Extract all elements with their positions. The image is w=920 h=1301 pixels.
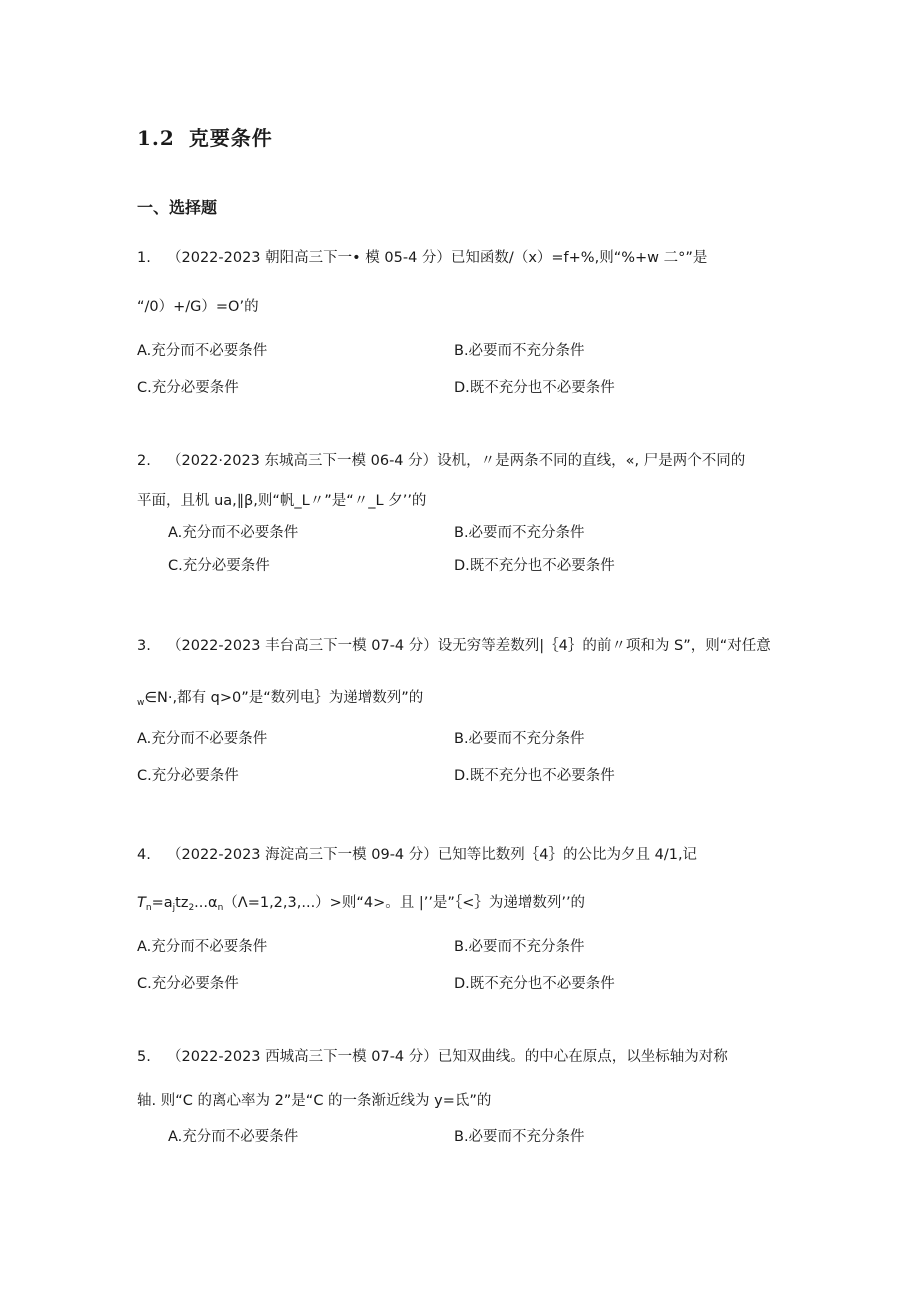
question-5-option-a: A.充分而不必要条件 xyxy=(168,1129,299,1145)
question-number: 3. xyxy=(137,638,151,654)
question-1-option-c: C.充分必要条件 xyxy=(137,380,239,396)
question-2-option-b: B.必要而不充分条件 xyxy=(454,525,585,541)
question-4-option-a: A.充分而不必要条件 xyxy=(137,939,268,955)
question-5-line-2: 轴. 则“C 的离心率为 2”是“C 的一条渐近线为 y=氐”的 xyxy=(137,1093,492,1109)
question-4-option-c: C.充分必要条件 xyxy=(137,976,239,992)
question-3-line-1: 3. （2022-2023 丰台高三下一模 07-4 分）设无穷等差数列|｛4｝的前〃项和为 S”，则“对任意 xyxy=(137,638,771,654)
question-4-option-d: D.既不充分也不必要条件 xyxy=(454,976,615,992)
question-2-line-2: 平面，且机 ua,∥β,则“帆_L〃”是“〃_L 夕’’的 xyxy=(137,493,427,509)
section-number: 1.2 xyxy=(137,126,175,150)
section-title: 克要条件 xyxy=(188,126,273,150)
question-number: 5. xyxy=(137,1049,151,1065)
question-4-line-2: $T_n=a_jtz_2...\alpha_n(\Lambda=1,2,3,...)>$则“4>。且 |’’是”｛<｝为递增数列’’的 xyxy=(137,895,586,913)
question-number: 1. xyxy=(137,250,151,266)
page-title xyxy=(137,122,273,151)
question-2-option-d: D.既不充分也不必要条件 xyxy=(454,558,615,574)
question-2-line-1: 2. （2022·2023 东城高三下一模 06-4 分）设机，〃是两条不同的直线，«, 尸是两个不同的 xyxy=(137,453,746,469)
question-3-option-a: A.充分而不必要条件 xyxy=(137,731,268,747)
question-3-option-d: D.既不充分也不必要条件 xyxy=(454,768,615,784)
question-3-option-c: C.充分必要条件 xyxy=(137,768,239,784)
question-1-option-b: B.必要而不充分条件 xyxy=(454,343,585,359)
question-1-line-1: 1. （2022-2023 朝阳高三下一• 模 05-4 分）已知函数/（x）=f+%,则“%+w 二°”是 xyxy=(137,250,708,266)
question-2-option-a: A.充分而不必要条件 xyxy=(168,525,299,541)
question-number: 4. xyxy=(137,847,151,863)
question-number: 2. xyxy=(137,453,151,469)
section-heading: 一、选择题 xyxy=(137,198,218,217)
question-2-option-c: C.充分必要条件 xyxy=(168,558,270,574)
question-3-option-b: B.必要而不充分条件 xyxy=(454,731,585,747)
question-3-line-2: $_w$∈N·,都有 q>0”是“数列电｝为递增数列”的 xyxy=(137,690,424,708)
question-1-option-d: D.既不充分也不必要条件 xyxy=(454,380,615,396)
question-4-option-b: B.必要而不充分条件 xyxy=(454,939,585,955)
question-5-line-1: 5. （2022-2023 西城高三下一模 07-4 分）已知双曲线。的中心在原点，以坐标轴为对称 xyxy=(137,1049,728,1065)
question-1-line-2: “/0）+/G）=O’的 xyxy=(137,299,259,315)
question-4-line-1: 4. （2022-2023 海淀高三下一模 09-4 分）已知等比数列｛4｝的公比为夕且 4/1,记 xyxy=(137,847,698,863)
question-1-option-a: A.充分而不必要条件 xyxy=(137,343,268,359)
question-5-option-b: B.必要而不充分条件 xyxy=(454,1129,585,1145)
